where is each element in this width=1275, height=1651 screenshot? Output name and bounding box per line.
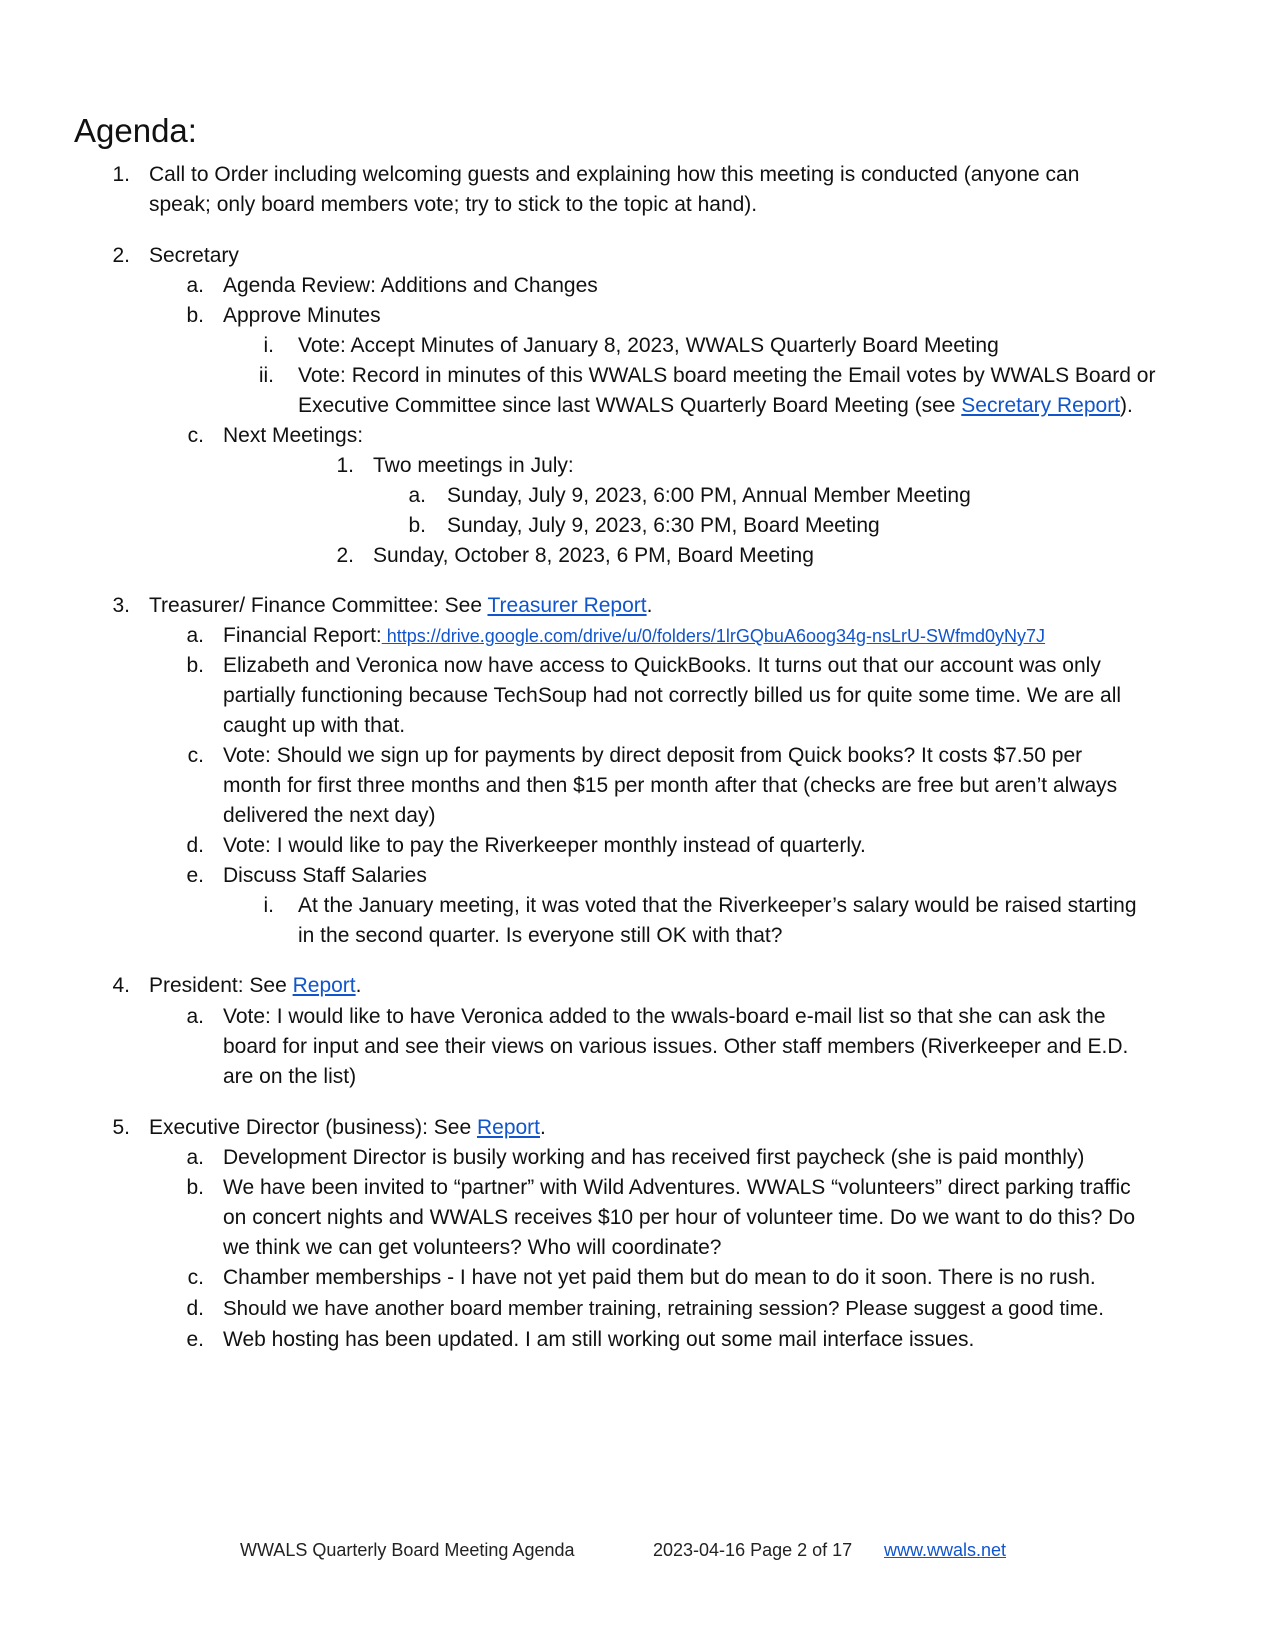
- item-3-text-pre: Treasurer/ Finance Committee: See: [149, 594, 488, 617]
- item-3-number: 3.: [112, 594, 130, 617]
- item-2b-ii-text-line-2: [298, 390, 1133, 421]
- meeting-2-number: 2.: [336, 544, 354, 567]
- item-5-text: [149, 1112, 546, 1143]
- treasurer-report-link[interactable]: Treasurer Report: [487, 594, 647, 617]
- item-4a-text-line-2: board for input and see their views on various issues. Other staff members (Riverkeeper and E.D.: [223, 1035, 1129, 1058]
- item-3e-text: Discuss Staff Salaries: [223, 864, 427, 887]
- item-3e-i-text-line-1: At the January meeting, it was voted that the Riverkeeper’s salary would be raised starting: [298, 894, 1137, 917]
- item-5-number: 5.: [112, 1116, 130, 1139]
- item-2b-i-numeral: i.: [263, 334, 274, 357]
- item-4-number: 4.: [112, 974, 130, 997]
- meeting-1b-text: Sunday, July 9, 2023, 6:30 PM, Board Meeting: [447, 514, 880, 537]
- item-2b-ii-text-line-1: Vote: Record in minutes of this WWALS board meeting the Email votes by WWALS Board or: [298, 364, 1156, 387]
- item-3b-text-line-2: partially functioning because TechSoup had not correctly billed us for quite some time. We are all: [223, 684, 1122, 707]
- item-3d-letter: d.: [186, 834, 204, 857]
- item-2c-text: Next Meetings:: [223, 424, 364, 447]
- meeting-2-text: Sunday, October 8, 2023, 6 PM, Board Meeting: [373, 544, 814, 567]
- page-title: Agenda:: [74, 112, 197, 149]
- item-3b-text-line-3: caught up with that.: [223, 714, 406, 737]
- item-5e-letter: e.: [186, 1328, 204, 1351]
- item-1-text-line-1: Call to Order including welcoming guests and explaining how this meeting is conducted (anyone can: [149, 163, 1080, 186]
- item-3e-i-numeral: i.: [263, 894, 274, 917]
- item-4-text-post: .: [355, 974, 362, 997]
- item-5-text-pre: Executive Director (business): See: [149, 1116, 477, 1139]
- item-3c-text-line-1: Vote: Should we sign up for payments by direct deposit from Quick books? It costs $7.50 per: [223, 744, 1083, 767]
- item-5-text-post: .: [540, 1116, 546, 1139]
- financial-report-link[interactable]: https://drive.google.com/drive/u/0/folders/1lrGQbuA6oog34g-nsLrU-SWfmd0yNy7J: [381, 626, 1046, 646]
- item-4-text: [149, 970, 361, 1001]
- footer-date-page: 2023-04-16 Page 2 of 17: [653, 1540, 853, 1560]
- item-3c-letter: c.: [187, 744, 204, 767]
- footer-website-link[interactable]: www.wwals.net: [884, 1540, 1007, 1560]
- item-2b-i-text: Vote: Accept Minutes of January 8, 2023, WWALS Quarterly Board Meeting: [298, 334, 999, 357]
- item-2a-text: Agenda Review: Additions and Changes: [223, 274, 598, 297]
- item-4a-text-line-1: Vote: I would like to have Veronica added to the wwals-board e-mail list so that she can ask the: [223, 1005, 1106, 1028]
- item-3a-letter: a.: [186, 624, 204, 647]
- item-5e-text: Web hosting has been updated. I am still working out some mail interface issues.: [223, 1328, 975, 1351]
- item-1-number: 1.: [112, 163, 130, 186]
- item-2b-letter: b.: [186, 304, 204, 327]
- item-2b-text: Approve Minutes: [223, 304, 381, 327]
- item-3c-text-line-3: delivered the next day): [223, 804, 436, 827]
- item-2b-ii-numeral: ii.: [258, 364, 274, 387]
- item-4a-letter: a.: [186, 1005, 204, 1028]
- item-5b-letter: b.: [186, 1176, 204, 1199]
- item-5b-text-line-1: We have been invited to “partner” with Wild Adventures. WWALS “volunteers” direct parking traffic: [223, 1176, 1131, 1199]
- item-5d-text: Should we have another board member training, retraining session? Please suggest a good time.: [223, 1297, 1104, 1320]
- item-3e-letter: e.: [186, 864, 204, 887]
- item-5b-text-line-3: we think we can get volunteers? Who will coordinate?: [223, 1236, 722, 1259]
- item-3-text: [149, 590, 652, 621]
- meeting-1a-letter: a.: [408, 484, 426, 507]
- item-2-text: Secretary: [149, 244, 239, 267]
- item-3e-i-text-line-2: in the second quarter. Is everyone still OK with that?: [298, 924, 783, 947]
- item-5b-text-line-2: on concert nights and WWALS receives $10 per hour of volunteer time. Do we want to do this? Do: [223, 1206, 1136, 1229]
- item-1-text-line-2: speak; only board members vote; try to stick to the topic at hand).: [149, 193, 758, 216]
- item-5c-letter: c.: [187, 1266, 204, 1289]
- meeting-1a-text: Sunday, July 9, 2023, 6:00 PM, Annual Member Meeting: [447, 484, 971, 507]
- executive-director-report-link[interactable]: Report: [476, 1116, 540, 1139]
- item-3c-text-line-2: month for first three months and then $15 per month after that (checks are free but aren’t always: [223, 774, 1118, 797]
- item-2b-ii-text-pre: Executive Committee since last WWALS Quarterly Board Meeting (see: [298, 394, 962, 417]
- item-4-text-pre: President: See: [149, 974, 293, 997]
- item-3-text-post: .: [646, 594, 653, 617]
- item-2-number: 2.: [112, 244, 130, 267]
- item-2c-letter: c.: [187, 424, 204, 447]
- meeting-1-text: Two meetings in July:: [373, 454, 574, 477]
- item-3b-text-line-1: Elizabeth and Veronica now have access to QuickBooks. It turns out that our account was only: [223, 654, 1101, 677]
- item-2a-letter: a.: [186, 274, 204, 297]
- item-5d-letter: d.: [186, 1297, 204, 1320]
- item-3b-letter: b.: [186, 654, 204, 677]
- item-5a-letter: a.: [186, 1146, 204, 1169]
- item-3d-text: Vote: I would like to pay the Riverkeeper monthly instead of quarterly.: [223, 834, 866, 857]
- footer-title: WWALS Quarterly Board Meeting Agenda: [240, 1540, 575, 1560]
- item-4a-text-line-3: are on the list): [223, 1065, 357, 1088]
- item-2b-ii-text-post: ).: [1120, 394, 1133, 417]
- secretary-report-link[interactable]: Secretary Report: [961, 394, 1121, 417]
- item-5c-text: Chamber memberships - I have not yet paid them but do mean to do it soon. There is no rush.: [223, 1266, 1096, 1289]
- item-5a-text: Development Director is busily working and has received first paycheck (she is paid monthly): [223, 1146, 1085, 1169]
- president-report-link[interactable]: Report: [292, 974, 356, 997]
- meeting-1b-letter: b.: [408, 514, 426, 537]
- meeting-1-number: 1.: [336, 454, 354, 477]
- financial-report-label: Financial Report:: [223, 624, 382, 647]
- item-3a-text: [223, 620, 1045, 652]
